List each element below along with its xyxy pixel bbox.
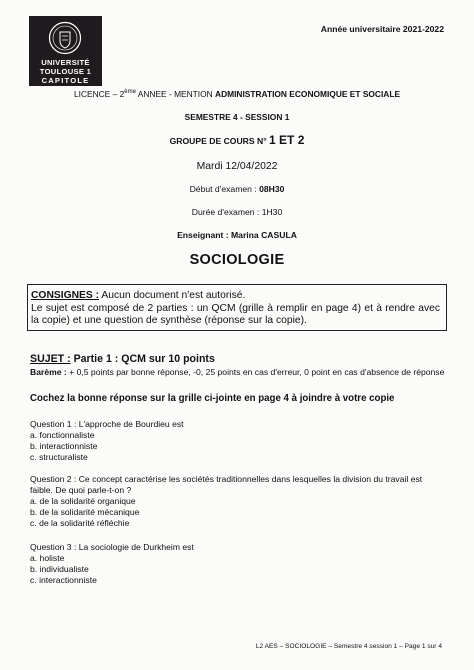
question-option: c. de la solidarité réfléchie (30, 518, 130, 528)
groupe-prefix: GROUPE DE COURS N° (169, 136, 270, 146)
groupe-numbers: 1 ET 2 (269, 133, 305, 147)
licence-middle: ANNEE - MENTION (135, 89, 216, 99)
licence-mention: ADMINISTRATION ECONOMIQUE ET SOCIALE (215, 89, 401, 99)
question-block (30, 542, 444, 586)
consignes-text1: Aucun document n'est autorisé. (99, 290, 246, 301)
sujet-heading (30, 353, 215, 365)
question-option: a. fonctionnaliste (30, 430, 95, 440)
logo-line: UNIVERSITÉ (41, 58, 90, 67)
consignes-box (27, 284, 447, 331)
question-option: b. interactionniste (30, 441, 98, 451)
debut-label: Début d'examen : (189, 184, 260, 194)
question-text: Question 3 : La sociologie de Durkheim est (30, 542, 194, 552)
groupe-de-cours (0, 133, 474, 147)
licence-prefix: LICENCE – 2 (73, 89, 125, 99)
consignes-heading: CONSIGNES : (31, 290, 100, 301)
logo-line: CAPITOLE (41, 76, 90, 85)
debut-value: 08H30 (259, 184, 285, 194)
sujet-label: SUJET : (30, 353, 71, 365)
exam-start (0, 184, 474, 194)
question-block (30, 474, 444, 529)
academic-year: Année universitaire 2021-2022 (320, 24, 444, 34)
question-option: a. holiste (30, 553, 65, 563)
bareme (30, 367, 446, 378)
question-text: Question 2 : Ce concept caractérise les sociétés traditionnelles dans lesquelles la division du travail est faible. De quoi parle-t-on ? (30, 474, 423, 495)
question-option: c. structuraliste (30, 452, 88, 462)
teacher: Enseignant : Marina CASULA (177, 230, 297, 240)
question-block (30, 419, 444, 463)
semestre: SEMESTRE 4 - SESSION 1 (184, 112, 290, 122)
bareme-text: + 0,5 points par bonne réponse, -0, 25 points en cas d'erreur, 0 point en cas d'absence de réponse (66, 367, 445, 377)
logo-line: TOULOUSE 1 (39, 67, 92, 76)
exam-duration: Durée d'examen : 1H30 (191, 207, 283, 217)
exam-date: Mardi 12/04/2022 (196, 161, 278, 172)
question-option: c. interactionniste (30, 575, 97, 585)
bareme-label: Barème : (30, 367, 67, 377)
licence-sup: ème (124, 89, 136, 96)
consignes-line1 (31, 290, 440, 303)
instruction: Cochez la bonne réponse sur la grille ci-jointe en page 4 à joindre à votre copie (30, 393, 395, 404)
sujet-part: Partie 1 : QCM sur 10 points (70, 353, 215, 365)
question-text: Question 1 : L'approche de Bourdieu est (30, 419, 184, 429)
question-option: a. de la solidarité organique (30, 496, 136, 506)
page-footer: L2 AES – SOCIOLOGIE – Semestre 4 session 1 – Page 1 sur 4 (255, 643, 442, 650)
page-title: SOCIOLOGIE (189, 252, 285, 268)
question-option: b. de la solidarité mécanique (30, 507, 140, 517)
university-seal-icon (48, 21, 82, 55)
consignes-line2: Le sujet est composé de 2 parties : un QCM (grille à remplir en page 4) et à rendre avec la copie) et une question de synthèse (réponse sur la copie). (31, 302, 440, 326)
university-logo (29, 16, 102, 86)
question-option: b. individualiste (30, 564, 89, 574)
licence-line (0, 89, 474, 99)
